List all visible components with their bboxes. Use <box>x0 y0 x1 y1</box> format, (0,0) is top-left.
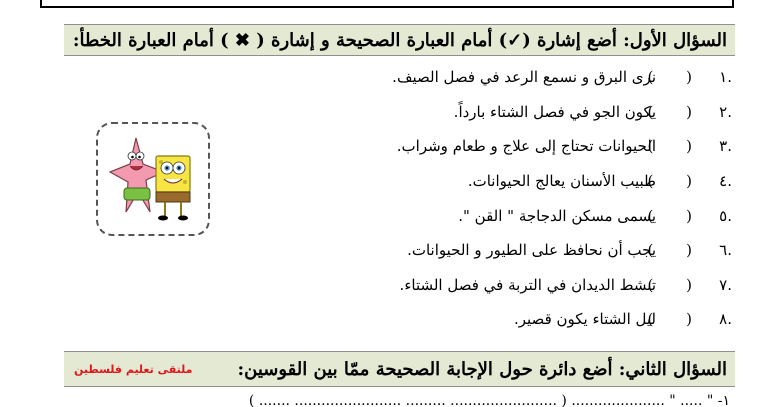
item-text: يسمى مسكن الدجاجة " القن ". <box>458 206 656 225</box>
list-item <box>212 302 732 337</box>
answer-parentheses[interactable]: ( ) <box>647 206 706 225</box>
list-item <box>212 129 732 164</box>
question2-title: السؤال الثاني: أضع دائرة حول الإجابة الصحيحة ممّا بين القوسين: <box>237 358 727 380</box>
sponge-shoe <box>158 216 168 221</box>
list-item <box>212 233 732 268</box>
item-number: .٤ <box>719 172 732 191</box>
item-text: ليل الشتاء يكون قصير. <box>513 310 656 329</box>
answer-parentheses[interactable]: ( ) <box>647 137 706 156</box>
answer-parentheses[interactable]: ( ) <box>647 172 706 191</box>
cartoon-image-frame <box>96 122 210 236</box>
item-number: .٧ <box>719 275 732 294</box>
starfish-shorts <box>124 188 150 200</box>
item-number: .٨ <box>719 310 732 329</box>
page-top-border <box>40 0 734 8</box>
question2-header <box>64 351 735 387</box>
cartoon-characters-illustration <box>106 132 200 226</box>
starfish-pupil-left <box>131 156 134 159</box>
sponge-pants <box>156 192 190 202</box>
sponge-spot <box>183 180 187 184</box>
watermark-text: ملتقى تعليم فلسطين <box>74 362 193 376</box>
question1-header <box>64 24 735 56</box>
sponge-pupil-right <box>178 167 180 169</box>
list-item <box>212 95 732 130</box>
item-text: طبيب الأسنان يعالج الحيوانات. <box>467 172 656 191</box>
sponge-shoe <box>178 216 188 221</box>
item-text: تنشط الديدان في التربة في فصل الشتاء. <box>399 275 656 294</box>
answer-parentheses[interactable]: ( ) <box>647 310 706 329</box>
statement-list <box>212 60 732 337</box>
item-number: .٢ <box>719 102 732 121</box>
item-number: .٥ <box>719 206 732 225</box>
answer-parentheses[interactable]: ( ) <box>647 241 706 260</box>
answer-parentheses[interactable]: ( ) <box>647 275 706 294</box>
border-tick-right <box>732 0 734 8</box>
border-tick-left <box>40 0 42 8</box>
answer-parentheses[interactable]: ( ) <box>647 102 706 121</box>
starfish-pupil-right <box>138 156 141 159</box>
list-item <box>212 268 732 303</box>
item-text: يجب أن نحافظ على الطيور و الحيوانات. <box>407 241 656 260</box>
item-number: .١ <box>719 68 732 87</box>
list-item <box>212 198 732 233</box>
answer-parentheses[interactable]: ( ) <box>647 68 706 87</box>
next-question-line-partial: ١- " ..... " ..................... ( ........................ ......... ........................ ....... ) <box>248 393 730 407</box>
sponge-pupil-left <box>166 167 168 169</box>
item-text: نرى البرق و نسمع الرعد في فصل الصيف. <box>392 68 656 87</box>
list-item <box>212 60 732 95</box>
item-text: الحيوانات تحتاج إلى علاج و طعام وشراب. <box>396 137 656 156</box>
item-number: .٦ <box>719 241 732 260</box>
sponge-spot <box>159 160 163 164</box>
item-text: يكون الجو في فصل الشتاء بارداً. <box>453 102 656 121</box>
item-number: .٣ <box>719 137 732 156</box>
question1-title: السؤال الأول: أضع إشارة (✓) أمام العبارة الصحيحة و إشارة ( ✖ ) أمام العبارة الخطأ: <box>72 29 727 51</box>
list-item <box>212 164 732 199</box>
